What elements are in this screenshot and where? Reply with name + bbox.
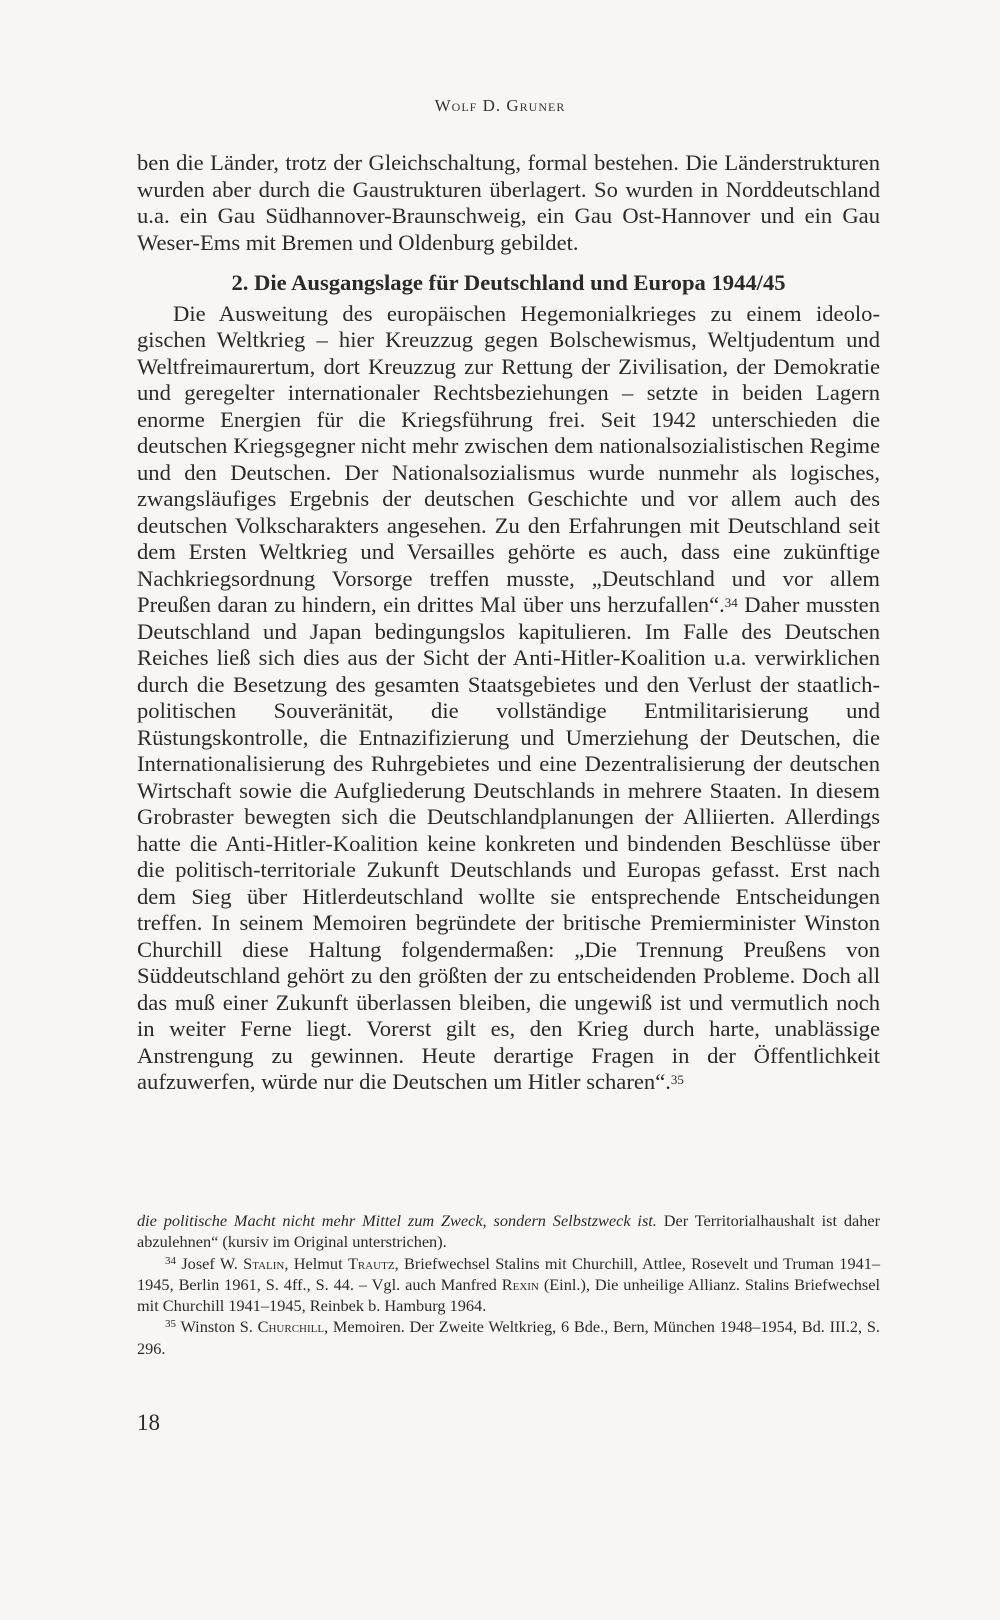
footnote-continuation [137, 1210, 880, 1253]
footnote-ref-34[interactable]: 34 [724, 595, 738, 610]
footnote-ref-35[interactable]: 35 [670, 1072, 684, 1087]
footnote-35-text: Winston S. [176, 1317, 258, 1337]
author-trautz: Trautz [347, 1253, 395, 1273]
footnote-number-35: 35 [165, 1318, 176, 1331]
footnote-continuation-text: Der Territorialhaushalt ist daher abzulehnen“ (kursiv im Original unterstrichen). [137, 1211, 881, 1252]
footnotes [137, 1210, 880, 1359]
footnote-34-text: , Helmut [284, 1253, 348, 1273]
paragraph-text-part-2: Daher mussten Deutschland und Japan bedingungslos kapitulieren. Im Falle des Deutschen Reiches ließ sich dies aus der Sicht der Anti-Hitler-Koalition u.a. verwirklichen durch die Besetzung des gesamten Staatsgebietes und den Verlust der staatlich-politischen Souveränität, die vollständige Entmilitarisierung und Rüstungskontrolle, die Entnazifizierung und Umerziehung der Deutschen, die Internationalisierung des Ruhrgebietes und eine Dezentralisierung der deutschen Wirtschaft sowie die Aufgliederung Deutschlands in mehrere Staaten. In diesem Grobraster bewegten sich die Deutschlandplanungen der Alliierten. Allerdings hatte die Anti-Hitler-Koalition keine konkreten und bindenden Beschlüsse über die politisch-territoriale Zukunft Deutschlands und Europas gefasst. Erst nach dem Sieg über Hitlerdeutschland wollte sie entsprechende Entscheidungen treffen. In seinem Memoiren begründete der britische Premierminister Winston Churchill diese Haltung folgendermaßen: „Die Trennung Preußens von Süddeutschland gehört zu den größten der zu entscheidenden Probleme. Doch all das muß einer Zukunft überlassen bleiben, die ungewiß ist und vermutlich noch in weiter Ferne liegt. Vorerst gilt es, den Krieg durch harte, unablässige Anstrengung zu gewinnen. Heute derartige Fragen in der Öffentlichkeit aufzuwerfen, würde nur die Deutschen um Hitler scharen“. [137, 592, 880, 1094]
footnote-34-text: Josef W. [176, 1253, 244, 1273]
page-number: 18 [137, 1410, 160, 1435]
footnote-number-34: 34 [165, 1254, 176, 1267]
footnote-34 [137, 1253, 880, 1317]
footnote-35 [137, 1316, 880, 1359]
section-heading: 2. Die Ausgangslage für Deutschland und Europa 1944/45 [231, 270, 786, 295]
paragraph-ausgangslage [137, 301, 880, 1096]
footnote-34-text: , Briefwechsel Stalins mit Churchill, Attlee, Rosevelt und Truman 1941–1945, Berlin 1961, S. 4ff., S. 44. – Vgl. auch Manfred [137, 1253, 881, 1294]
paragraph-text-part-1: Die Ausweitung des europäischen Hegemonialkrieges zu einem ideologischen Weltkrieg – hier Kreuzzug gegen Bolschewismus, Weltjudentum und Weltfreimaurertum, dort Kreuzzug zur Rettung der Zivilisation, der Demokratie und geregelter internationaler Rechtsbeziehungen – setzte in beiden Lagern enorme Energien für die Kriegsführung frei. Seit 1942 unterschieden die deutschen Kriegsgegner nicht mehr zwischen dem nationalsozialistischen Regime und den Deutschen. Der Nationalsozialismus wurde nunmehr als logisches, zwangsläufiges Ergebnis der deutschen Geschichte und vor allem auch des deutschen Volkscharakters angesehen. Zu den Erfahrungen mit Deutschland seit dem Ersten Weltkrieg und Versailles gehörte es auch, dass eine zukünftige Nachkriegsordnung Vorsorge treffen musste, „Deutschland und vor allem Preußen daran zu hindern, ein drittes Mal über uns herzufallen“. [137, 300, 880, 617]
footnote-35-text: , Memoiren. Der Zweite Weltkrieg, 6 Bde., Bern, München 1948–1954, Bd. III.2, S. 296. [137, 1317, 881, 1358]
footnote-italic-quote: die politische Macht nicht mehr Mittel zum Zweck, sondern Selbstzweck ist. [137, 1211, 657, 1230]
running-head: Wolf D. Gruner [434, 96, 566, 115]
author-stalin: Stalin [243, 1253, 285, 1273]
paragraph-continuation: ben die Länder, trotz der Gleichschaltung, formal bestehen. Die Länderstrukturen wurden aber durch die Gaustrukturen überlagert. So wurden in Norddeutschland u.a. ein Gau Südhannover-Braunschweig, ein Gau Ost-Hannover und ein Gau Weser-Ems mit Bremen und Oldenburg gebildet. [137, 150, 880, 255]
author-churchill: Churchill [257, 1317, 325, 1337]
author-rexin: Rexin [501, 1274, 539, 1294]
main-text [137, 150, 880, 1096]
footnote-34-text: (Einl.), Die unheilige Allianz. Stalins Briefwechsel mit Churchill 1941–1945, Reinbek b. Hamburg 1964. [137, 1274, 880, 1316]
